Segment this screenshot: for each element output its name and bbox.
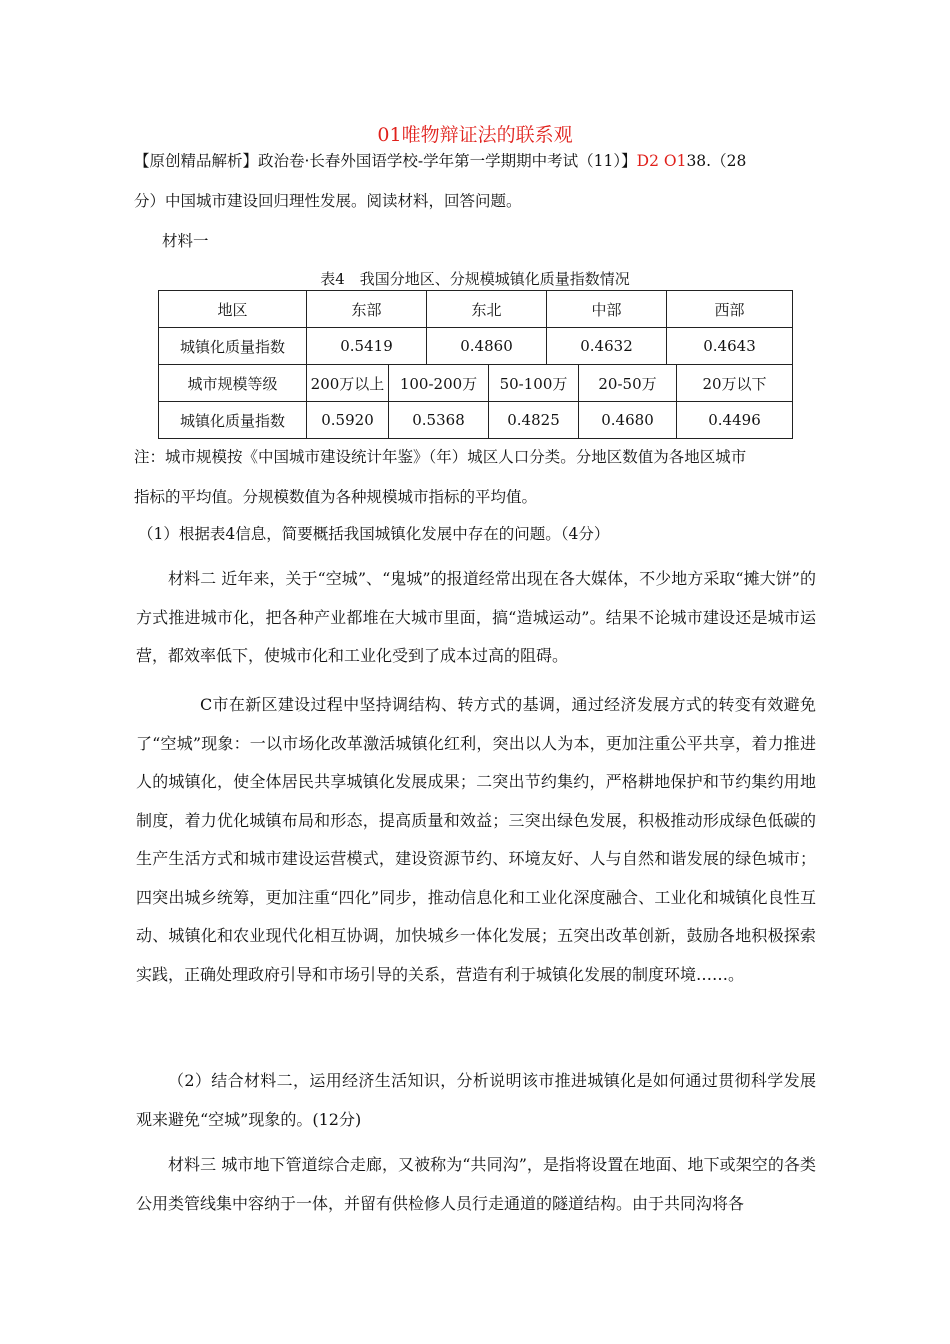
table-cell: 0.4643	[667, 328, 793, 365]
table-cell: 20万以下	[677, 365, 793, 402]
table-cell: 东部	[307, 291, 427, 328]
material1-label: 材料一	[162, 232, 209, 250]
table-cell: 城镇化质量指数	[159, 402, 307, 439]
material2-paragraph: 材料二 近年来，关于“空城”、“鬼城”的报道经常出现在各大媒体，不少地方采取“摊大饼”的方式推进城市化，把各种产业都堆在大城市里面，搞“造城运动”。结果不论城市建设还是城市运营，都效率低下，使城市化和工业化受到了成本过高的阻碍。	[136, 569, 816, 665]
table-cell: 100-200万	[389, 365, 489, 402]
table-cell: 0.5920	[307, 402, 389, 439]
header-question-number: 38.（28	[686, 152, 747, 170]
table-region	[158, 290, 793, 365]
question-2: （2）结合材料二，运用经济生活知识，分析说明该市推进城镇化是如何通过贯彻科学发展观来避免“空城”现象的。(12分)	[136, 1071, 816, 1129]
table-cell: 0.4680	[579, 402, 677, 439]
table-cell: 0.5419	[307, 328, 427, 365]
table-city-size	[158, 364, 793, 439]
table-cell: 20-50万	[579, 365, 677, 402]
table-cell: 城市规模等级	[159, 365, 307, 402]
table-note-line-1: 注：城市规模按《中国城市建设统计年鉴》（年）城区人口分类。分地区数值为各地区城市	[134, 448, 747, 466]
table-cell: 0.4496	[677, 402, 793, 439]
table-cell: 0.4860	[427, 328, 547, 365]
table-row	[159, 365, 793, 402]
table-cell: 200万以上	[307, 365, 389, 402]
table-cell: 东北	[427, 291, 547, 328]
table-cell: 中部	[547, 291, 667, 328]
material3-paragraph: 材料三 城市地下管道综合走廊，又被称为“共同沟”，是指将设置在地面、地下或架空的各类公用类管线集中容纳于一体，并留有供检修人员行走通道的隧道结构。由于共同沟将各	[136, 1155, 816, 1213]
table-cell: 50-100万	[489, 365, 579, 402]
table-cell: 0.4825	[489, 402, 579, 439]
table-note-line-2: 指标的平均值。分规模数值为各种规模城市指标的平均值。	[134, 488, 538, 506]
table-caption: 表4 我国分地区、分规模城镇化质量指数情况	[320, 270, 630, 288]
header-line-2: 分）中国城市建设回归理性发展。阅读材料，回答问题。	[134, 192, 522, 210]
header-line-1	[134, 150, 746, 172]
table-row	[159, 328, 793, 365]
table-cell: 城镇化质量指数	[159, 328, 307, 365]
question-1: （1）根据表4信息，简要概括我国城镇化发展中存在的问题。（4分）	[138, 525, 610, 543]
material2-paragraph-c-city: C市在新区建设过程中坚持调结构、转方式的基调，通过经济发展方式的转变有效避免了“空城”现象：一以市场化改革激活城镇化红利，突出以人为本，更加注重公平共享，着力推进人的城镇化，使全体居民共享城镇化发展成果；二突出节约集约，严格耕地保护和节约集约用地制度，着力优化城镇布局和形态，提高质量和效益；三突出绿色发展，积极推动形成绿色低碳的生产生活方式和城市建设运营模式，建设资源节约、环境友好、人与自然和谐发展的绿色城市；四突出城乡统筹，更加注重“四化”同步，推动信息化和工业化深度融合、工业化和城镇化良性互动、城镇化和农业现代化相互协调，加快城乡一体化发展；五突出改革创新，鼓励各地积极探索实践，正确处理政府引导和市场引导的关系，营造有利于城镇化发展的制度环境……。	[136, 695, 816, 984]
table-cell: 0.5368	[389, 402, 489, 439]
table-cell: 西部	[667, 291, 793, 328]
header-source: 【原创精品解析】政治卷·长春外国语学校-学年第一学期期中考试（11）】	[134, 152, 637, 170]
table-cell: 地区	[159, 291, 307, 328]
table-cell: 0.4632	[547, 328, 667, 365]
page-title: 01唯物辩证法的联系观	[377, 124, 573, 146]
table-row	[159, 291, 793, 328]
header-code: D2 O1	[636, 152, 687, 170]
table-row	[159, 402, 793, 439]
